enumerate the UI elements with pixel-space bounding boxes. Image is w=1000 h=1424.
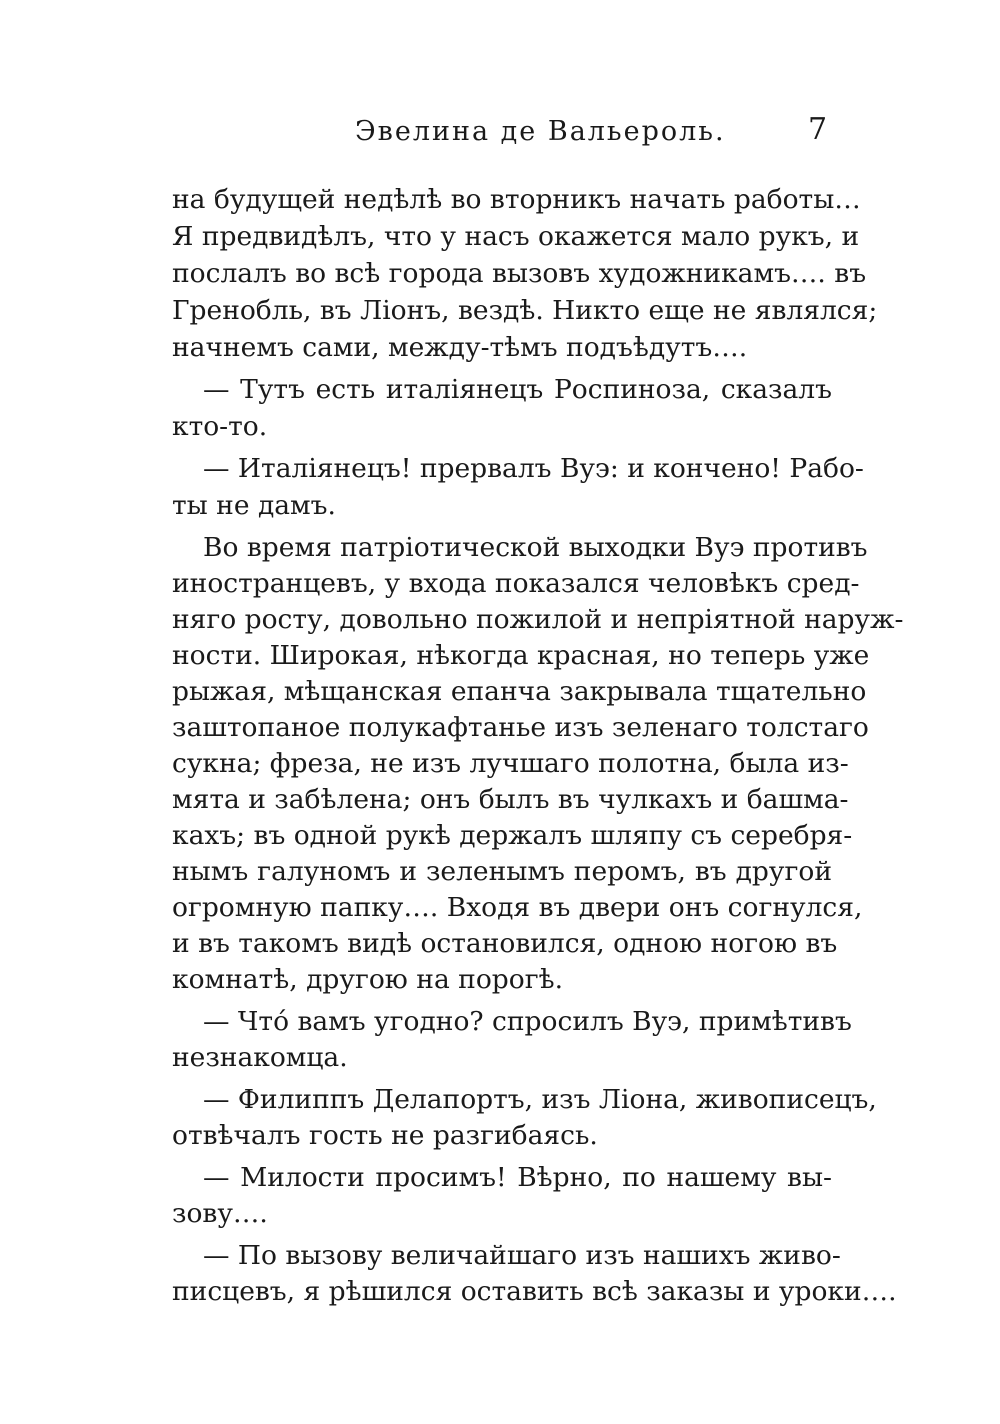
text-line: Гренобль, въ Ліонъ, вездѣ. Никто еще не являлся; — [172, 295, 878, 326]
text-line: и въ такомъ видѣ остановился, одною ногою въ — [172, 928, 838, 959]
text-line: огромную папку…. Входя въ двери онъ согнулся, — [172, 892, 863, 923]
text-line: иностранцевъ, у входа показался человѣкъ сред- — [172, 568, 860, 599]
text-line: — Италіянецъ! прервалъ Вуэ: и кончено! Рабо- — [203, 453, 864, 484]
text-line: Я предвидѣлъ, что у насъ окажется мало рукъ, и — [172, 221, 860, 252]
text-line: — По вызову величайшаго изъ нашихъ живо- — [203, 1240, 841, 1271]
text-line: писцевъ, я рѣшился оставить всѣ заказы и уроки…. — [172, 1276, 897, 1307]
text-line: сукна; фреза, не изъ лучшаго полотна, была из- — [172, 748, 849, 779]
text-line: нымъ галуномъ и зеленымъ перомъ, въ другой — [172, 856, 832, 887]
page-number: 7 — [808, 112, 828, 147]
text-line: кто-то. — [172, 411, 268, 442]
text-line: ности. Широкая, нѣкогда красная, но теперь уже — [172, 640, 870, 671]
text-line: незнакомца. — [172, 1042, 348, 1073]
text-line: — Филиппъ Делапортъ, изъ Ліона, живописецъ, — [203, 1084, 877, 1115]
text-line: ты не дамъ. — [172, 490, 336, 521]
text-line: начнемъ сами, между-тѣмъ подъѣдутъ…. — [172, 332, 748, 363]
text-line: комнатѣ, другою на порогѣ. — [172, 964, 563, 995]
text-line: няго росту, довольно пожилой и непріятной наруж- — [172, 604, 904, 635]
text-line: — Что́ вамъ угодно? спросилъ Вуэ, примѣтивъ — [203, 1006, 852, 1037]
text-line: заштопаное полукафтанье изъ зеленаго толстаго — [172, 712, 869, 743]
text-line: зову…. — [172, 1198, 268, 1229]
text-line: — Милости просимъ! Вѣрно, по нашему вы- — [203, 1162, 832, 1193]
text-line: рыжая, мѣщанская епанча закрывала тщательно — [172, 676, 867, 707]
text-line: послалъ во всѣ города вызовъ художникамъ…. въ — [172, 258, 867, 289]
text-line: Во время патріотической выходки Вуэ противъ — [203, 532, 868, 563]
text-line: отвѣчалъ гость не разгибаясь. — [172, 1120, 598, 1151]
text-line: мята и забѣлена; онъ былъ въ чулкахъ и башма- — [172, 784, 849, 815]
running-title: Эвелина де Вальероль. — [355, 116, 726, 147]
text-line: кахъ; въ одной рукѣ держалъ шляпу съ серебря- — [172, 820, 853, 851]
text-line: — Тутъ есть италіянецъ Роспиноза, сказалъ — [203, 374, 832, 405]
text-line: на будущей недѣлѣ во вторникъ начать работы… — [172, 184, 861, 215]
